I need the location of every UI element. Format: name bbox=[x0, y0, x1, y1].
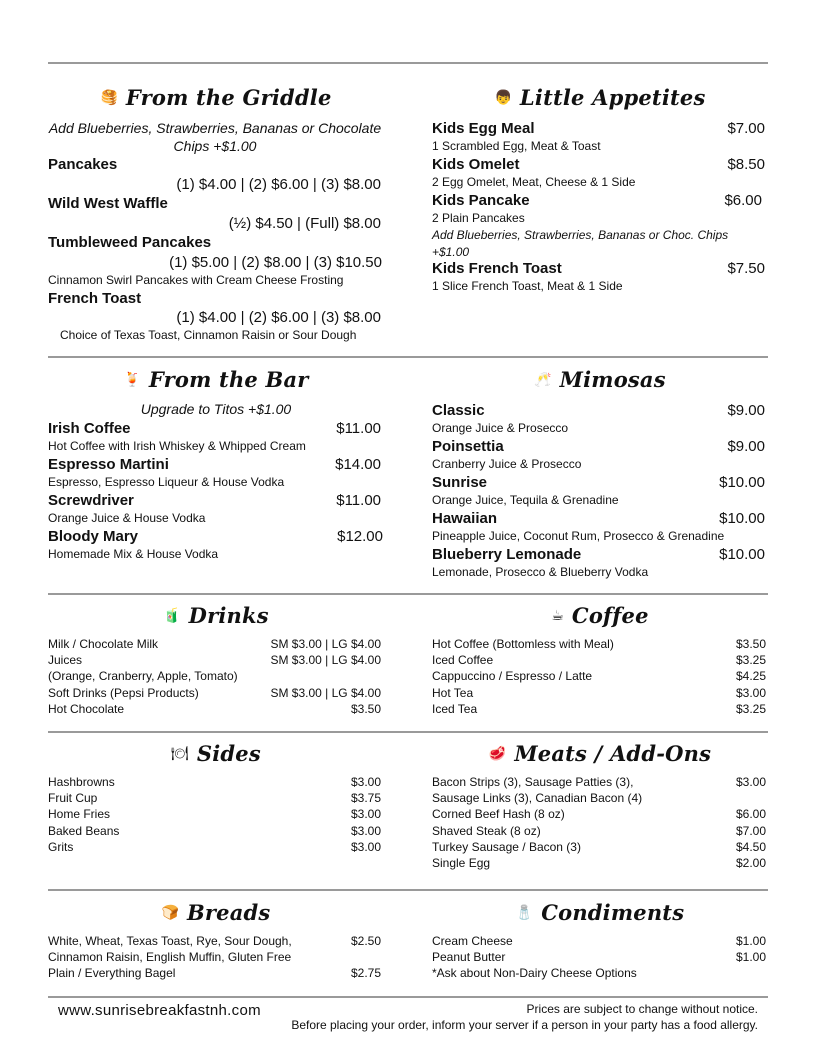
list-item: Shaved Steak (8 oz) bbox=[432, 824, 541, 838]
allergy-notice: Before placing your order, inform your server if a person in your party has a food allergy. bbox=[291, 1018, 758, 1032]
list-item: Cream Cheese bbox=[432, 934, 513, 948]
kids-addon-note: Add Blueberries, Strawberries, Bananas or Choc. Chips +$1.00 bbox=[432, 228, 729, 259]
menu-item-description: 1 Scrambled Egg, Meat & Toast bbox=[432, 139, 601, 153]
website-link[interactable]: www.sunrisebreakfastnh.com bbox=[58, 1002, 261, 1019]
section-heading-meats bbox=[432, 736, 768, 770]
menu-item-price: $10.00 bbox=[719, 546, 765, 563]
price-change-notice: Prices are subject to change without notice. bbox=[526, 1002, 758, 1016]
menu-item-name: Kids Omelet bbox=[432, 156, 520, 173]
list-item: Corned Beef Hash (8 oz) bbox=[432, 807, 565, 821]
section-heading-sides bbox=[48, 736, 384, 770]
divider bbox=[48, 356, 768, 358]
list-item-price: $3.25 bbox=[735, 702, 766, 716]
list-item: Grits bbox=[48, 840, 74, 854]
section-heading-griddle bbox=[48, 80, 384, 114]
list-item: Single Egg bbox=[432, 856, 491, 870]
list-item-price: $4.50 bbox=[735, 840, 766, 854]
menu-item-description: 1 Slice French Toast, Meat & 1 Side bbox=[432, 279, 623, 293]
menu-item-price: $11.00 bbox=[336, 420, 381, 437]
list-item: Plain / Everything Bagel bbox=[48, 966, 176, 980]
menu-item-price: $12.00 bbox=[337, 528, 383, 545]
menu-item-price: $11.00 bbox=[336, 492, 381, 509]
section-heading-bar bbox=[48, 362, 384, 396]
menu-item-price: (½) $4.50 | (Full) $8.00 bbox=[228, 215, 381, 232]
menu-item-price: $8.50 bbox=[727, 156, 765, 173]
list-item-price: $6.00 bbox=[735, 807, 766, 821]
menu-item-name: Pancakes bbox=[48, 156, 118, 173]
section-heading-mimosas bbox=[432, 362, 768, 396]
menu-item-name: Classic bbox=[432, 402, 485, 419]
salt-shaker-icon: 🧂 bbox=[515, 904, 534, 920]
menu-item-name: Kids Egg Meal bbox=[432, 120, 535, 137]
list-item: Bacon Strips (3), Sausage Patties (3), bbox=[432, 775, 634, 789]
menu-item-description: Choice of Texas Toast, Cinnamon Raisin or Sour Dough bbox=[60, 328, 357, 342]
cocktail-icon: 🍹 bbox=[123, 371, 141, 387]
menu-item-name: Blueberry Lemonade bbox=[432, 546, 582, 563]
list-item: *Ask about Non-Dairy Cheese Options bbox=[432, 966, 637, 980]
section-heading-drinks bbox=[48, 598, 384, 632]
list-item-price: $3.50 bbox=[735, 637, 766, 651]
juice-box-icon: 🧃 bbox=[163, 607, 181, 623]
list-item: Turkey Sausage / Bacon (3) bbox=[432, 840, 581, 854]
list-item-price: $3.00 bbox=[350, 824, 381, 838]
menu-item-price: $10.00 bbox=[719, 474, 765, 491]
menu-item-name: Bloody Mary bbox=[48, 528, 139, 545]
list-item-price: $3.00 bbox=[350, 807, 381, 821]
section-title: Meats / Add-Ons bbox=[514, 740, 712, 766]
menu-item-price: $7.50 bbox=[727, 260, 765, 277]
list-item: Peanut Butter bbox=[432, 950, 506, 964]
section-title: Coffee bbox=[571, 602, 649, 628]
menu-item-price: $9.00 bbox=[727, 402, 765, 419]
menu-item-description: Orange Juice, Tequila & Grenadine bbox=[432, 493, 619, 507]
section-title: Little Appetites bbox=[519, 84, 706, 110]
divider bbox=[48, 731, 768, 733]
section-heading-condiments bbox=[432, 895, 768, 929]
divider bbox=[48, 62, 768, 64]
list-item-price: $3.00 bbox=[350, 775, 381, 789]
section-title: From the Griddle bbox=[125, 84, 332, 110]
list-item: Iced Tea bbox=[432, 702, 478, 716]
list-item-price: $3.75 bbox=[350, 791, 381, 805]
list-item: (Orange, Cranberry, Apple, Tomato) bbox=[48, 669, 238, 683]
coffee-cup-icon: ☕ bbox=[551, 607, 564, 623]
list-item-price: SM $3.00 | LG $4.00 bbox=[270, 637, 381, 651]
pancake-icon: 🥞 bbox=[100, 89, 118, 105]
menu-item-description: Espresso, Espresso Liqueur & House Vodka bbox=[48, 475, 285, 489]
list-item-price: $3.00 bbox=[350, 840, 381, 854]
list-item-price: $1.00 bbox=[735, 934, 766, 948]
list-item: Baked Beans bbox=[48, 824, 120, 838]
list-item: Iced Coffee bbox=[432, 653, 494, 667]
meat-icon: 🥩 bbox=[488, 745, 507, 761]
list-item: Home Fries bbox=[48, 807, 111, 821]
section-title: Drinks bbox=[188, 602, 269, 628]
list-item-price: SM $3.00 | LG $4.00 bbox=[270, 686, 381, 700]
menu-item-name: Tumbleweed Pancakes bbox=[48, 234, 212, 251]
menu-item-price: $7.00 bbox=[727, 120, 765, 137]
menu-item-name: Kids French Toast bbox=[432, 260, 562, 277]
menu-item-description: 2 Plain Pancakes bbox=[432, 211, 525, 225]
list-item-price: $1.00 bbox=[735, 950, 766, 964]
menu-item-name: Wild West Waffle bbox=[48, 195, 168, 212]
section-heading-little-appetites bbox=[432, 80, 768, 114]
child-icon: 👦 bbox=[494, 89, 512, 105]
bread-icon: 🍞 bbox=[161, 904, 179, 920]
menu-item-name: Irish Coffee bbox=[48, 420, 131, 437]
list-item-price: $3.00 bbox=[735, 775, 766, 789]
champagne-icon: 🥂 bbox=[534, 371, 552, 387]
list-item: Cinnamon Raisin, English Muffin, Gluten Free bbox=[48, 950, 292, 964]
list-item: Soft Drinks (Pepsi Products) bbox=[48, 686, 199, 700]
list-item-price: $4.25 bbox=[735, 669, 766, 683]
menu-item-description: Cranberry Juice & Prosecco bbox=[432, 457, 582, 471]
list-item: Hashbrowns bbox=[48, 775, 115, 789]
list-item-price: SM $3.00 | LG $4.00 bbox=[270, 653, 381, 667]
divider bbox=[48, 996, 768, 998]
divider bbox=[48, 593, 768, 595]
section-title: Sides bbox=[196, 740, 261, 766]
list-item: Hot Coffee (Bottomless with Meal) bbox=[432, 637, 614, 651]
griddle-note: Add Blueberries, Strawberries, Bananas or Chocolate Chips +$1.00 bbox=[48, 120, 382, 154]
list-item: Sausage Links (3), Canadian Bacon (4) bbox=[432, 791, 643, 805]
list-item-price: $3.25 bbox=[735, 653, 766, 667]
list-item-price: $2.50 bbox=[350, 934, 381, 948]
menu-item-name: French Toast bbox=[48, 290, 142, 307]
list-item-price: $3.00 bbox=[735, 686, 766, 700]
list-item: Hot Tea bbox=[432, 686, 474, 700]
menu-item-price: $9.00 bbox=[727, 438, 765, 455]
menu-item-name: Hawaiian bbox=[432, 510, 498, 527]
menu-item-description: Orange Juice & Prosecco bbox=[432, 421, 569, 435]
menu-item-description: Pineapple Juice, Coconut Rum, Prosecco & Grenadine bbox=[432, 529, 725, 543]
menu-item-description: Lemonade, Prosecco & Blueberry Vodka bbox=[432, 565, 649, 579]
list-item-price: $7.00 bbox=[735, 824, 766, 838]
section-heading-coffee bbox=[432, 598, 768, 632]
list-item-price: $3.50 bbox=[350, 702, 381, 716]
plate-icon: 🍽 bbox=[171, 745, 189, 761]
menu-item-description: Hot Coffee with Irish Whiskey & Whipped Cream bbox=[48, 439, 306, 453]
menu-item-description: Cinnamon Swirl Pancakes with Cream Cheese Frosting bbox=[48, 273, 344, 287]
bar-upgrade-note: Upgrade to Titos +$1.00 bbox=[140, 401, 292, 417]
menu-item-price: (1) $4.00 | (2) $6.00 | (3) $8.00 bbox=[176, 309, 381, 326]
menu-item-description: Homemade Mix & House Vodka bbox=[48, 547, 219, 561]
menu-item-price: $10.00 bbox=[719, 510, 765, 527]
menu-item-price: (1) $4.00 | (2) $6.00 | (3) $8.00 bbox=[176, 176, 381, 193]
section-title: Mimosas bbox=[559, 366, 666, 392]
menu-item-name: Sunrise bbox=[432, 474, 488, 491]
menu-item-description: Orange Juice & House Vodka bbox=[48, 511, 206, 525]
section-title: From the Bar bbox=[148, 366, 309, 392]
menu-item-price: (1) $5.00 | (2) $8.00 | (3) $10.50 bbox=[169, 254, 382, 271]
divider bbox=[48, 889, 768, 891]
menu-item-name: Kids Pancake bbox=[432, 192, 530, 209]
menu-item-name: Screwdriver bbox=[48, 492, 134, 509]
menu-item-name: Espresso Martini bbox=[48, 456, 169, 473]
section-heading-breads bbox=[48, 895, 384, 929]
menu-item-price: $14.00 bbox=[335, 456, 381, 473]
list-item: White, Wheat, Texas Toast, Rye, Sour Dough, bbox=[48, 934, 292, 948]
list-item: Juices bbox=[48, 653, 83, 667]
list-item-price: $2.75 bbox=[350, 966, 381, 980]
list-item: Cappuccino / Espresso / Latte bbox=[432, 669, 593, 683]
list-item: Fruit Cup bbox=[48, 791, 98, 805]
menu-item-price: $6.00 bbox=[724, 192, 762, 209]
section-title: Breads bbox=[186, 899, 271, 925]
menu-item-description: 2 Egg Omelet, Meat, Cheese & 1 Side bbox=[432, 175, 636, 189]
section-title: Condiments bbox=[541, 899, 685, 925]
list-item: Milk / Chocolate Milk bbox=[48, 637, 159, 651]
menu-item-name: Poinsettia bbox=[432, 438, 504, 455]
list-item: Hot Chocolate bbox=[48, 702, 125, 716]
list-item-price: $2.00 bbox=[735, 856, 766, 870]
